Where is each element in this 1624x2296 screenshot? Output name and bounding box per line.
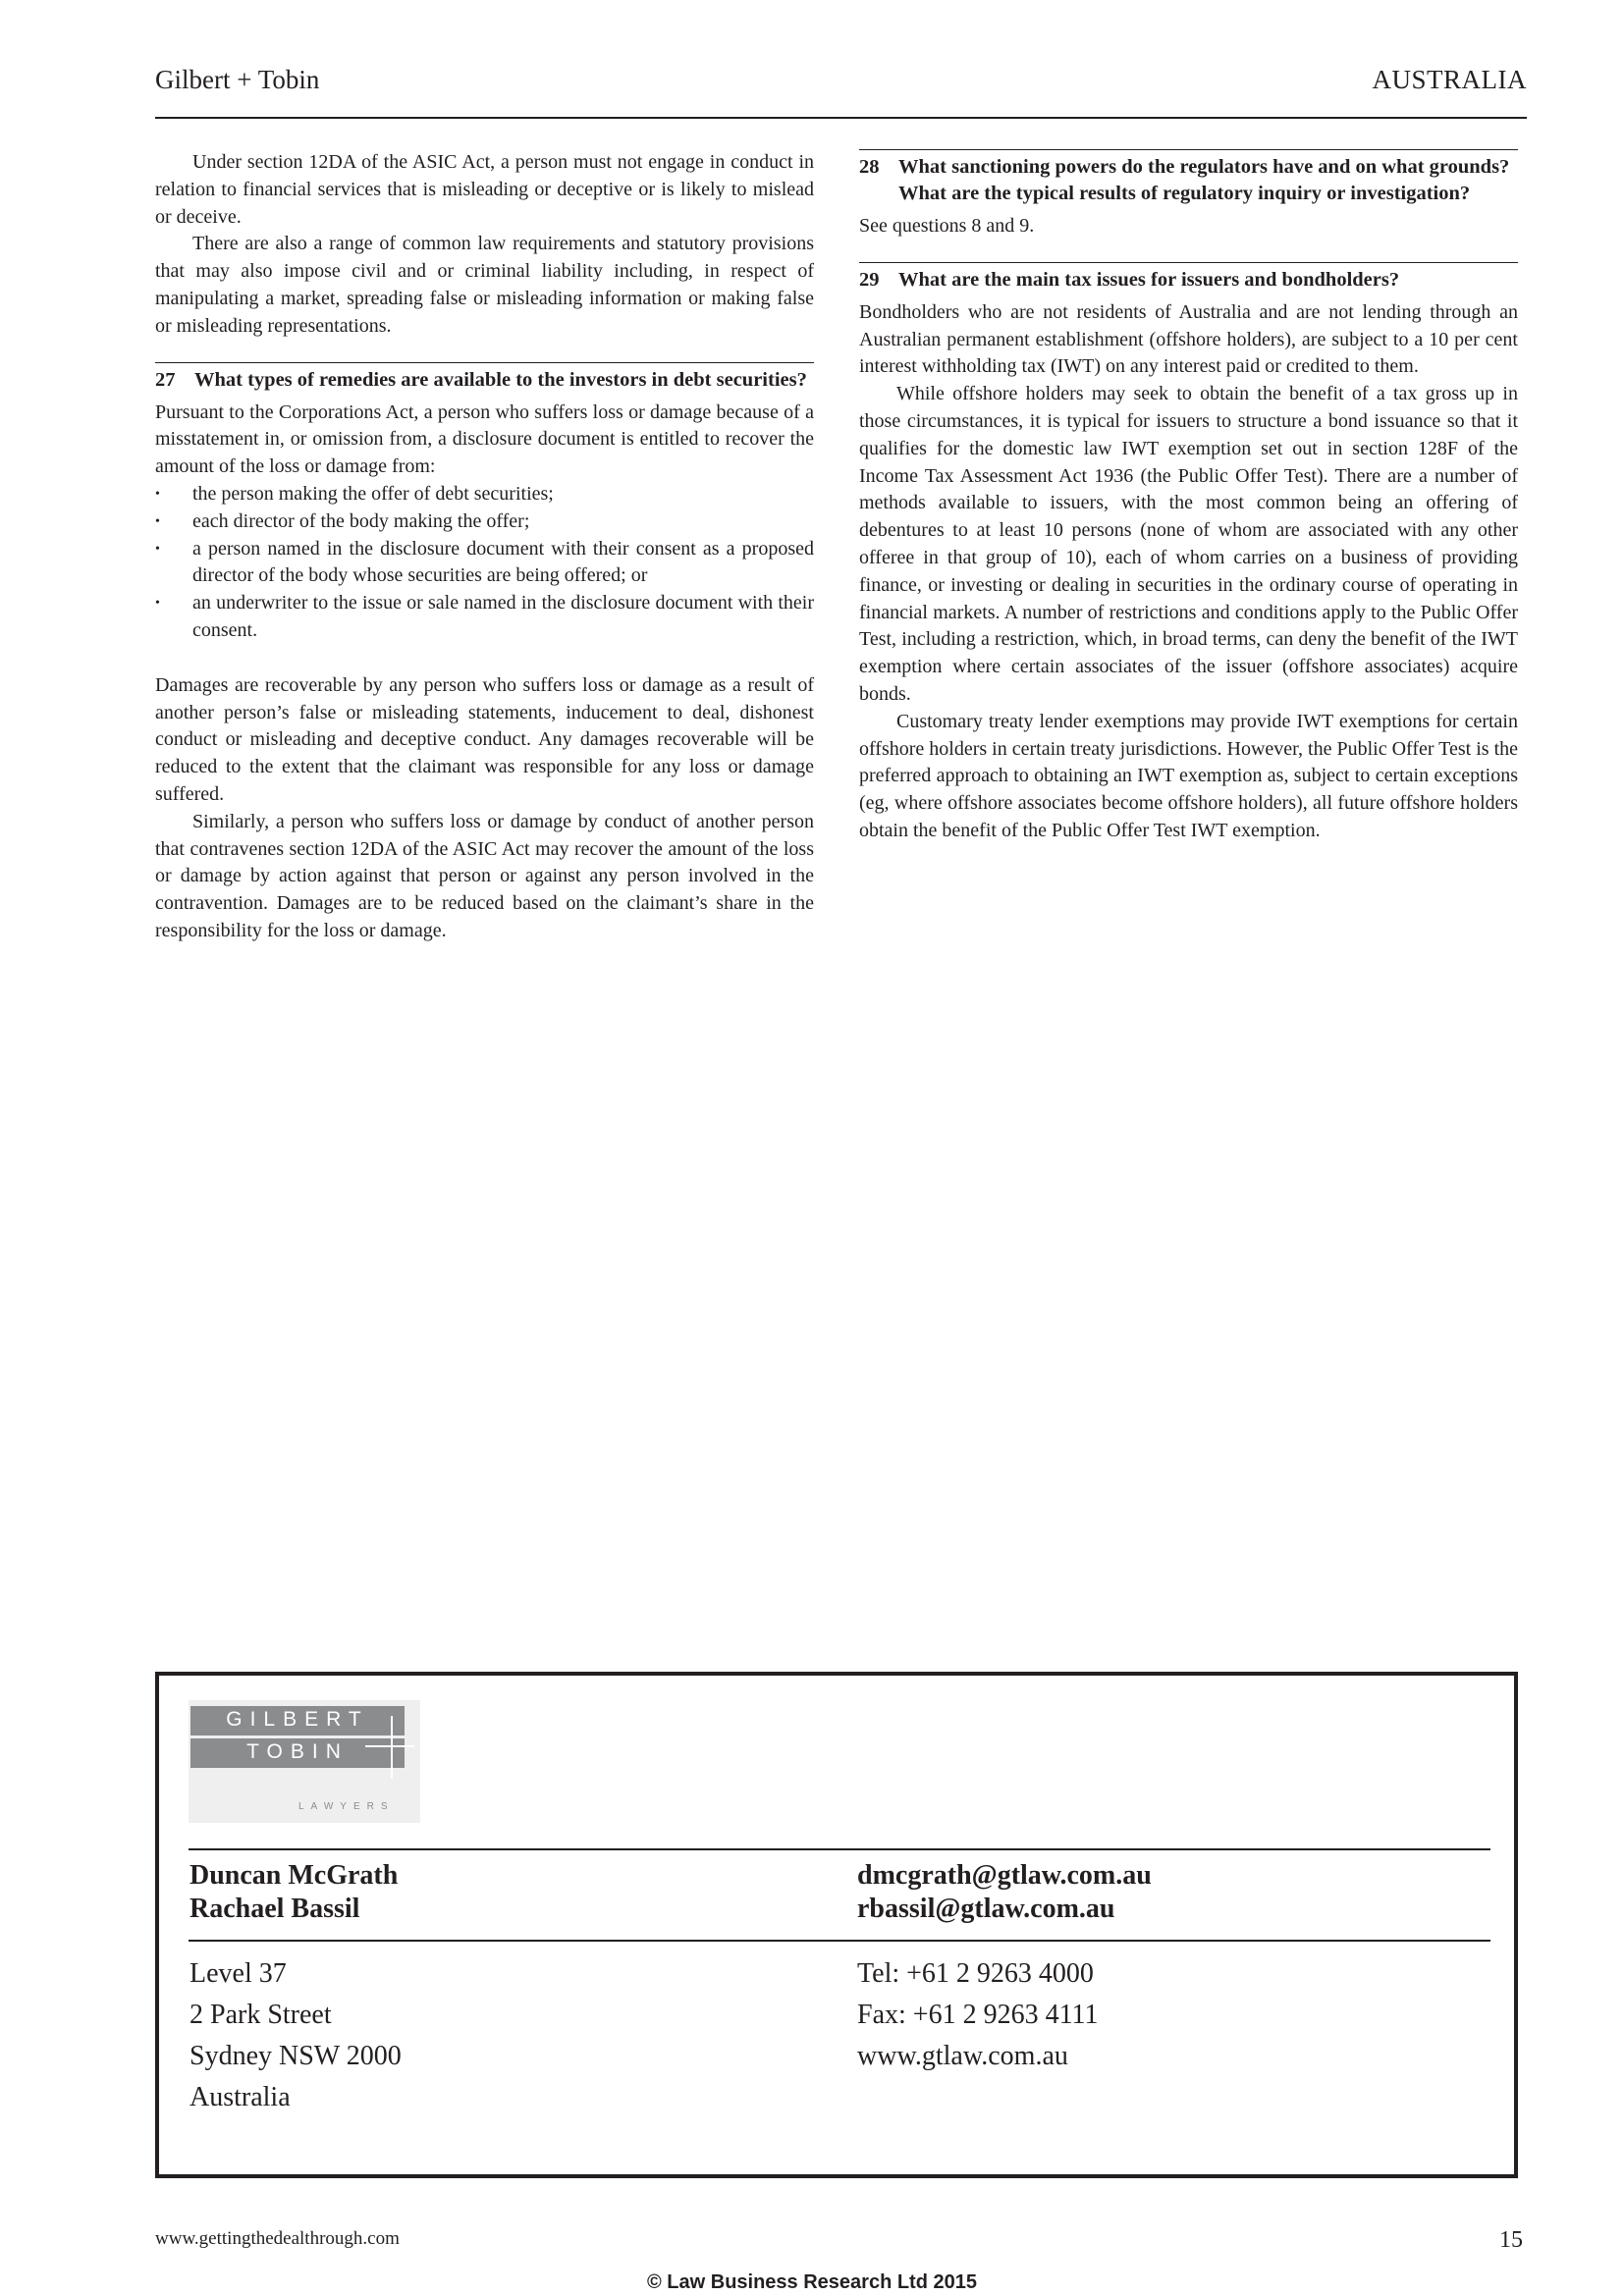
copyright-notice: © Law Business Research Ltd 2015: [647, 2271, 977, 2293]
paragraph: Damages are recoverable by any person who suffers loss or damage as a result of another person’s false or misleading statements, inducement to deal, dishonest conduct or misleading and deceptive conduct. Any damages recoverable will be reduced to the extent that the claimant was responsible for any loss or damage suffered.: [155, 673, 814, 805]
logo-word-lawyers: LAWYERS: [298, 1801, 395, 1812]
question-29: [859, 263, 1518, 294]
contact-email[interactable]: rbassil@gtlaw.com.au: [857, 1894, 1115, 1924]
website-link[interactable]: www.gtlaw.com.au: [857, 2041, 1068, 2071]
question-number: 29: [859, 268, 880, 291]
paragraph: Pursuant to the Corporations Act, a person who suffers loss or damage because of a misstatement in, or omission from, a disclosure document is entitled to recover the amount of the loss or damage from:: [155, 400, 814, 478]
logo-word-tobin: TOBIN: [246, 1740, 349, 1763]
paragraph: Bondholders who are not residents of Australia and are not lending through an Australian permanent establishment (offshore holders), are subject to a 10 per cent interest withholding tax (IWT) on any interest paid or credited to them.: [859, 300, 1518, 378]
paragraph: There are also a range of common law requirements and statutory provisions that may also impose civil and or criminal liability including, in respect of manipulating a market, spreading false or misleading information or making false or misleading representations.: [155, 233, 814, 337]
address-line: Level 37: [189, 1958, 287, 1989]
contact-name: Rachael Bassil: [189, 1894, 360, 1924]
list-item: • each director of the body making the offer;: [155, 508, 814, 536]
right-column: [859, 149, 1518, 845]
running-header-firm: Gilbert + Tobin: [155, 65, 320, 94]
question-text: What sanctioning powers do the regulators have and on what grounds? What are the typical results of regulatory inquiry or investigation?: [898, 156, 1510, 204]
question-28: [859, 150, 1518, 207]
header-rule: [155, 117, 1527, 119]
question-27: [155, 363, 814, 394]
remedy-list: [155, 481, 814, 645]
address-line: 2 Park Street: [189, 2000, 332, 2030]
phone-number: Tel: +61 2 9263 4000: [857, 1958, 1094, 1989]
contact-rule: [189, 1848, 1490, 1850]
address-line: Sydney NSW 2000: [189, 2041, 402, 2071]
list-item: • an underwriter to the issue or sale named in the disclosure document with their consent.: [155, 590, 814, 645]
left-column: [155, 149, 814, 945]
logo-word-gilbert: GILBERT: [226, 1708, 369, 1731]
question-text: What are the main tax issues for issuers and bondholders?: [898, 268, 1400, 291]
footer-url[interactable]: www.gettingthedealthrough.com: [155, 2228, 400, 2249]
page-number: 15: [1499, 2227, 1523, 2253]
logo-plus-mark: [391, 1716, 393, 1779]
paragraph: See questions 8 and 9.: [859, 215, 1035, 237]
list-item: • the person making the offer of debt securities;: [155, 481, 814, 508]
logo-plus-mark: [365, 1745, 414, 1747]
running-header-country: AUSTRALIA: [1372, 65, 1527, 94]
contact-email[interactable]: dmcgrath@gtlaw.com.au: [857, 1860, 1152, 1891]
fax-number: Fax: +61 2 9263 4111: [857, 2000, 1099, 2030]
paragraph: While offshore holders may seek to obtain the benefit of a tax gross up in those circumstances, it is typical for issuers to structure a bond issuance so that it qualifies for the domestic law IWT exemption set out in section 128F of the Income Tax Assessment Act 1936 (the Public Offer Test). There are a number of methods available to issuers, with the most common being an offering of debentures to at least 10 persons (none of whom are associated with any other offeree in that group of 10), each of whom carries on a business of providing finance, or investing or dealing in securities in the ordinary course of operating in financial markets. A number of restrictions and conditions apply to the Public Offer Test, including a restriction, which, in broad terms, can deny the benefit of the IWT exemption where certain associates of the issuer (offshore associates) acquire bonds.: [859, 383, 1518, 705]
address-line: Australia: [189, 2082, 291, 2112]
question-number: 27: [155, 368, 176, 391]
list-item: • a person named in the disclosure document with their consent as a proposed director of the body whose securities are being offered; or: [155, 536, 814, 591]
question-number: 28: [859, 156, 880, 178]
question-text: What types of remedies are available to the investors in debt securities?: [194, 368, 807, 391]
contact-rule: [189, 1940, 1490, 1942]
contact-name: Duncan McGrath: [189, 1860, 399, 1891]
paragraph: Under section 12DA of the ASIC Act, a person must not engage in conduct in relation to financial services that is misleading or deceptive or is likely to mislead or deceive.: [155, 151, 814, 228]
paragraph: Similarly, a person who suffers loss or damage by conduct of another person that contravenes section 12DA of the ASIC Act may recover the amount of the loss or damage by action against that person or against any person involved in the contravention. Damages are to be reduced based on the claimant’s share in the responsibility for the loss or damage.: [155, 810, 814, 941]
firm-logo: [189, 1700, 420, 1823]
paragraph: Customary treaty lender exemptions may provide IWT exemptions for certain offshore holders in certain treaty jurisdictions. However, the Public Offer Test is the preferred approach to obtaining an IWT exemption as, subject to certain exceptions (eg, where offshore associates become offshore holders), all future offshore holders obtain the benefit of the Public Offer Test IWT exemption.: [859, 710, 1518, 841]
